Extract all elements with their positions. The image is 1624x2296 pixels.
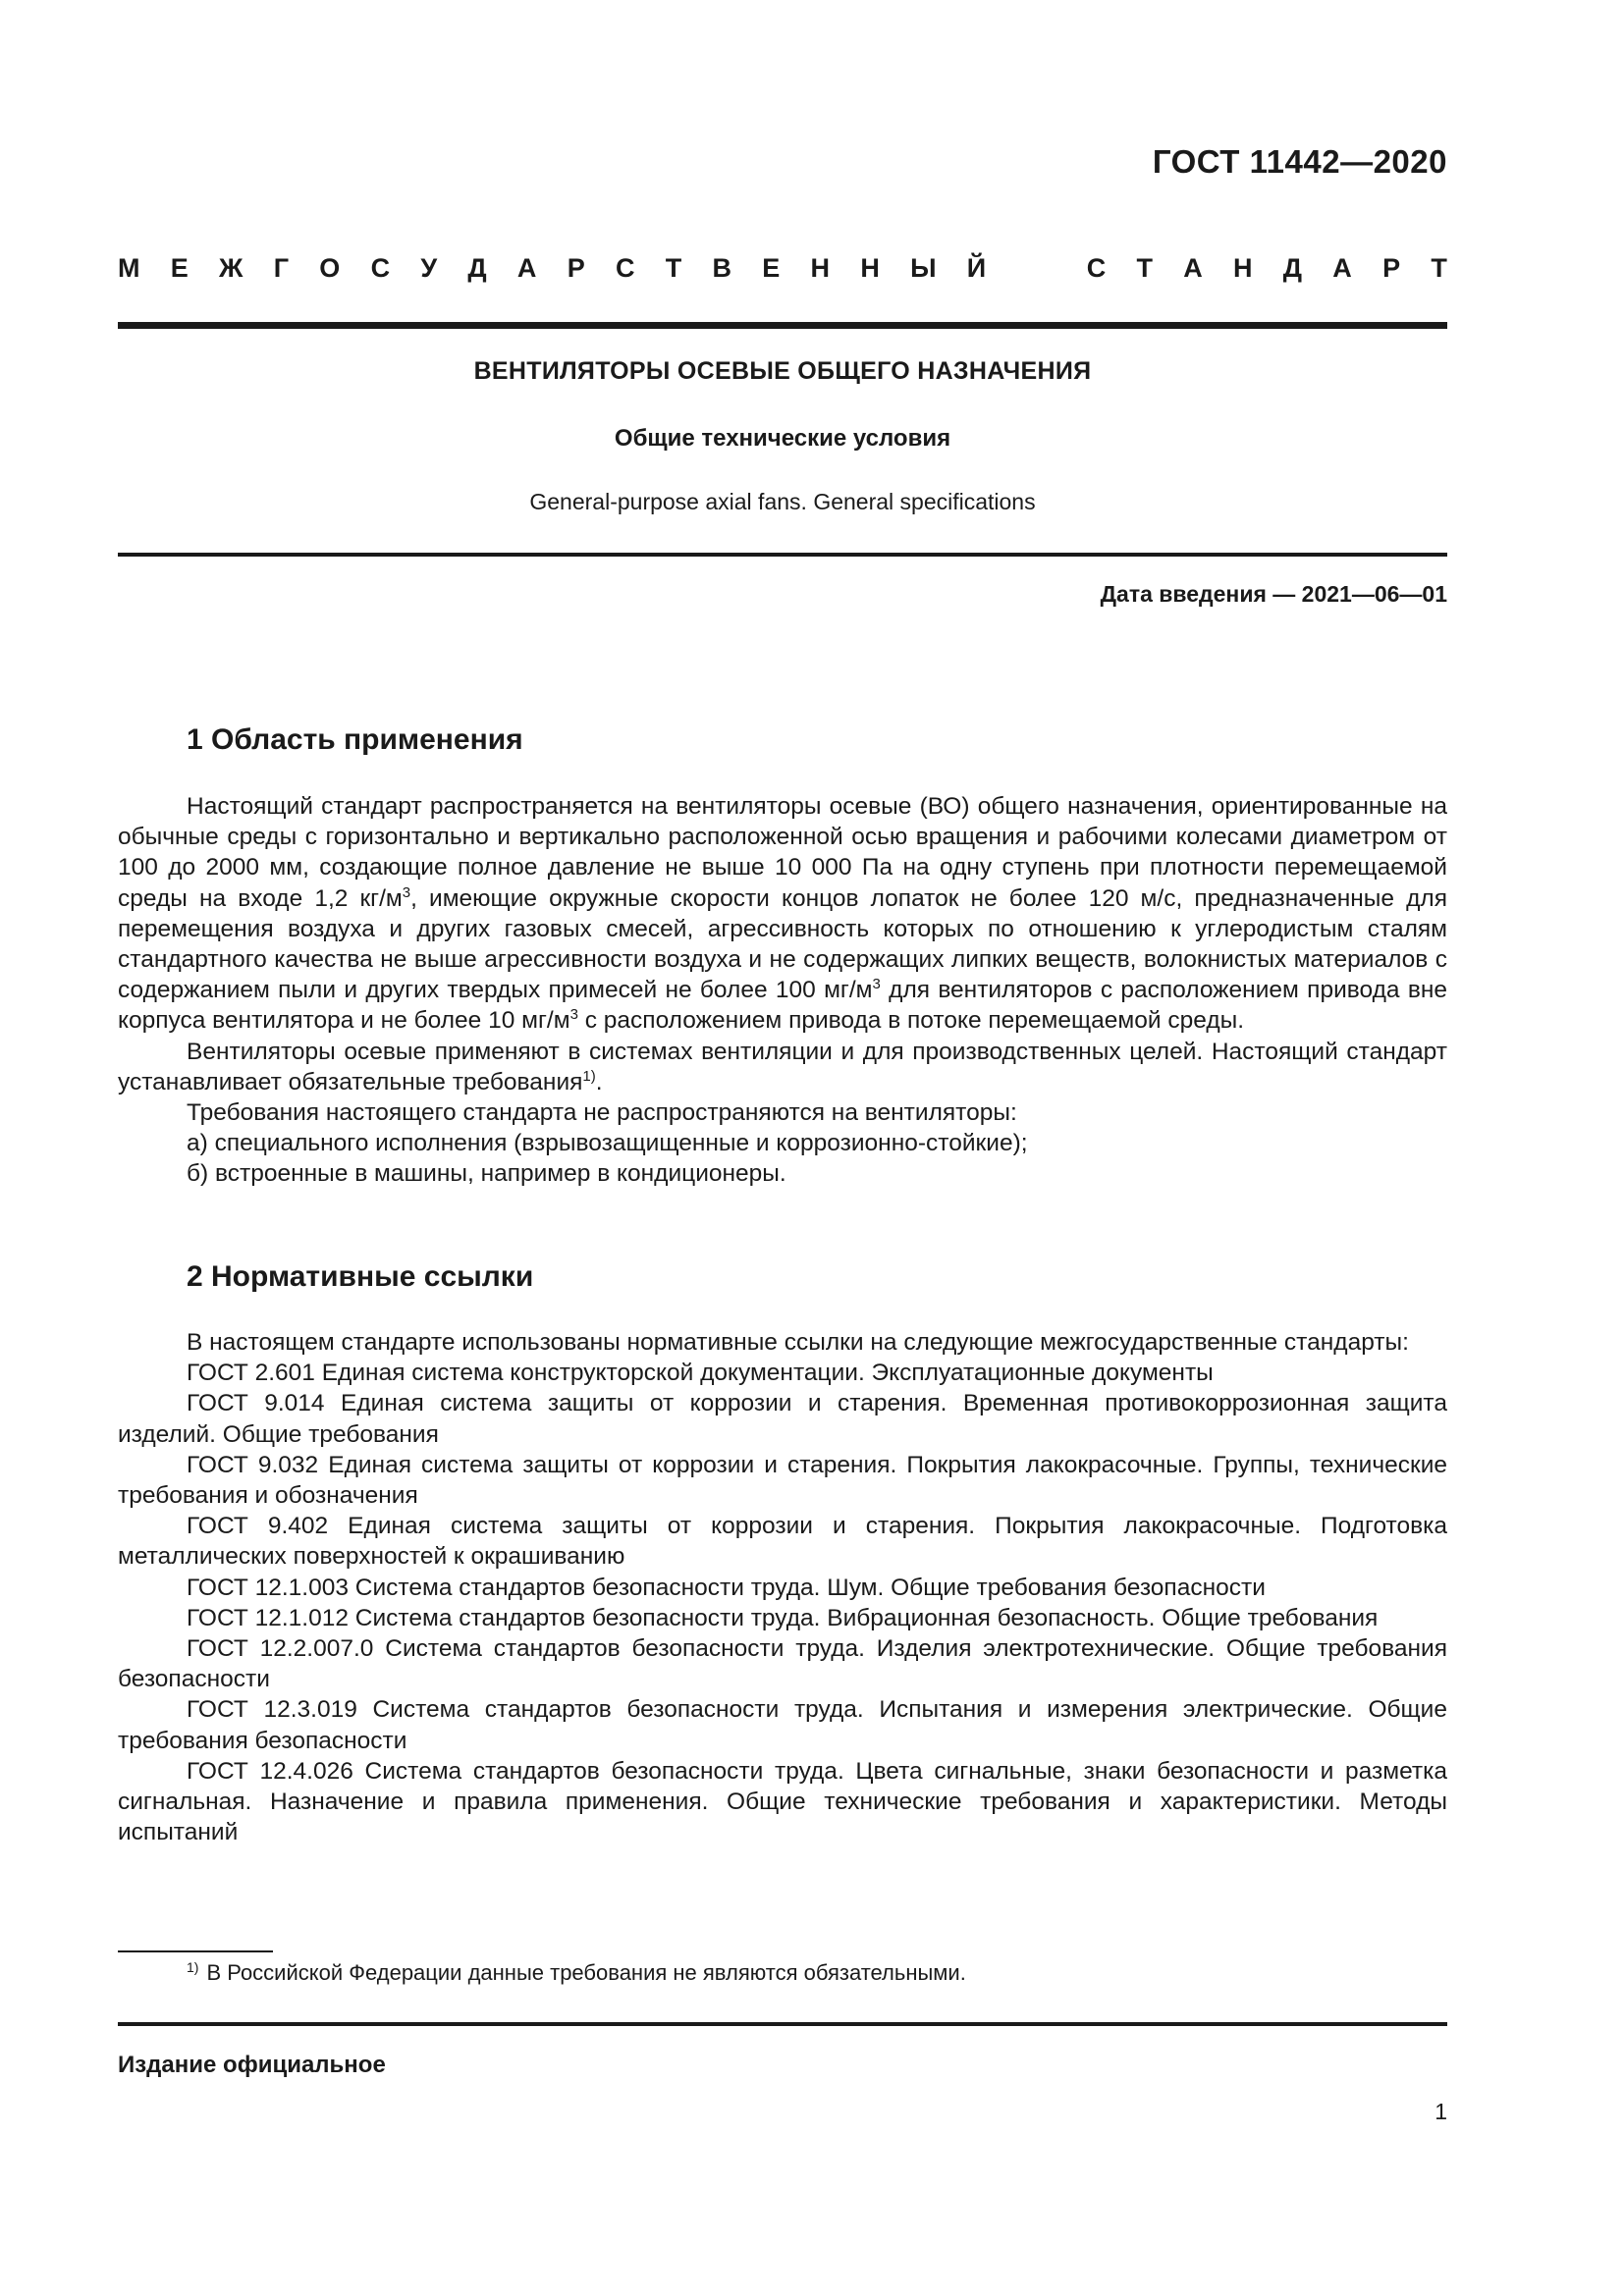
references-list: [118, 1358, 1447, 1847]
section-1-heading: 1 Область применения: [187, 723, 523, 756]
reference-item: ГОСТ 12.2.007.0 Система стандартов безопасности труда. Изделия электротехнические. Общие требования безопасности: [118, 1635, 1447, 1693]
exclusions-paragraph: Требования настоящего стандарта не распространяются на вентиляторы:: [187, 1099, 1017, 1127]
section-1-body: [118, 791, 1447, 1190]
header-divider: [118, 322, 1447, 329]
introduction-date: Дата введения — 2021—06—01: [1100, 581, 1447, 607]
banner-letter: Д: [467, 253, 487, 283]
interstate-standard-banner: [118, 253, 1447, 284]
banner-letter: Н: [860, 253, 880, 283]
reference-item: ГОСТ 2.601 Единая система конструкторской документации. Эксплуатационные документы: [187, 1360, 1214, 1387]
reference-item: ГОСТ 9.014 Единая система защиты от коррозии и старения. Временная противокоррозионная защита изделий. Общие требования: [118, 1390, 1447, 1448]
references-intro: В настоящем стандарте использованы нормативные ссылки на следующие межгосударственные стандарты:: [187, 1329, 1409, 1356]
footnote-reference: 1): [582, 1067, 596, 1085]
reference-item: ГОСТ 12.1.012 Система стандартов безопасности труда. Вибрационная безопасность. Общие требования: [187, 1604, 1379, 1631]
banner-letter: Ы: [910, 253, 937, 283]
application-paragraph: Вентиляторы осевые применяют в системах вентиляции и для производственных целей. Настоящий стандарт устанавливает обязательные требования$^{1)}$.: [118, 1038, 1447, 1095]
footnote-divider: [118, 1950, 273, 1952]
banner-letter: Р: [1382, 253, 1401, 283]
banner-letter: О: [319, 253, 341, 283]
banner-word-gap: [1016, 253, 1056, 284]
banner-letter: Н: [1233, 253, 1253, 283]
banner-letter: В: [712, 253, 731, 283]
reference-item: ГОСТ 12.3.019 Система стандартов безопасности труда. Испытания и измерения электрические. Общие требования безопасности: [118, 1696, 1447, 1754]
section-2-body: [118, 1327, 1447, 1847]
banner-letter: Т: [1136, 253, 1153, 283]
exclusion-item-b: б) встроенные в машины, например в кондиционеры.: [187, 1160, 786, 1188]
banner-letter: Т: [1431, 253, 1447, 283]
banner-letter: М: [118, 253, 140, 283]
scope-paragraph: Настоящий стандарт распространяется на вентиляторы осевые (ВО) общего назначения, ориентированные на обычные среды с горизонтально и вертикально расположенной осью вращения и рабочими колесами диаметром от 100 до 2000 мм, создающие полное давление не выше 10 000 Па на одну ступень при плотности перемещаемой среды на входе 1,2 $кг/м^3$, имеющие окружные скорости концов лопаток не более 120 м/с, предназначенные для перемещения воздуха и других газовых смесей, агрессивность которых по отношению к углеродистым сталям стандартного качества не выше агрессивности воздуха и не содержащих липких веществ, волокнистых материалов с содержанием пыли и других твердых примесей не более 100 $мг/м^3$ для вентиляторов с расположением привода вне корпуса вентилятора и не более 10 $мг/м^3$ с расположением привода в потоке перемещаемой среды.: [118, 793, 1447, 1035]
page-number: 1: [1435, 2099, 1447, 2124]
footer-divider: [118, 2022, 1447, 2026]
banner-letter: С: [370, 253, 391, 283]
banner-letter: Е: [170, 253, 189, 283]
document-title: ВЕНТИЛЯТОРЫ ОСЕВЫЕ ОБЩЕГО НАЗНАЧЕНИЯ: [473, 357, 1092, 385]
banner-letter: С: [1086, 253, 1107, 283]
banner-letter: Й: [966, 253, 987, 283]
document-subtitle: Общие технические условия: [614, 425, 951, 452]
banner-letter: Н: [810, 253, 831, 283]
reference-item: ГОСТ 9.402 Единая система защиты от коррозии и старения. Покрытия лакокрасочные. Подготовка металлических поверхностей к окрашиванию: [118, 1513, 1447, 1571]
reference-item: ГОСТ 12.1.003 Система стандартов безопасности труда. Шум. Общие требования безопасности: [187, 1574, 1266, 1601]
footnote-text: В Российской Федерации данные требования не являются обязательными.: [206, 1960, 966, 1985]
banner-letter: Д: [1282, 253, 1303, 283]
document-title-english: General-purpose axial fans. General specifications: [529, 489, 1036, 514]
banner-letter: Г: [273, 253, 290, 283]
banner-letter: С: [615, 253, 635, 283]
banner-letter: А: [516, 253, 537, 283]
banner-letter: А: [1332, 253, 1352, 283]
footnote: [187, 1960, 966, 1986]
standard-number: ГОСТ 11442—2020: [1152, 143, 1447, 180]
banner-letter: Т: [665, 253, 682, 283]
reference-item: ГОСТ 9.032 Единая система защиты от коррозии и старения. Покрытия лакокрасочные. Группы, технические требования и обозначения: [118, 1451, 1447, 1510]
footnote-mark: 1): [187, 1959, 199, 1975]
banner-letter: Е: [762, 253, 781, 283]
title-divider: [118, 553, 1447, 557]
banner-letter: Р: [567, 253, 585, 283]
section-2-heading: 2 Нормативные ссылки: [187, 1260, 534, 1293]
banner-letter: А: [1183, 253, 1203, 283]
official-edition-label: Издание официальное: [118, 2052, 386, 2078]
exclusion-item-a: а) специального исполнения (взрывозащищенные и коррозионно-стойкие);: [187, 1130, 1028, 1157]
banner-letter: У: [420, 253, 438, 283]
banner-letter: Ж: [219, 253, 244, 283]
reference-item: ГОСТ 12.4.026 Система стандартов безопасности труда. Цвета сигнальные, знаки безопасности и разметка сигнальная. Назначение и правила применения. Общие технические требования и характеристики. Методы испытаний: [118, 1757, 1447, 1846]
